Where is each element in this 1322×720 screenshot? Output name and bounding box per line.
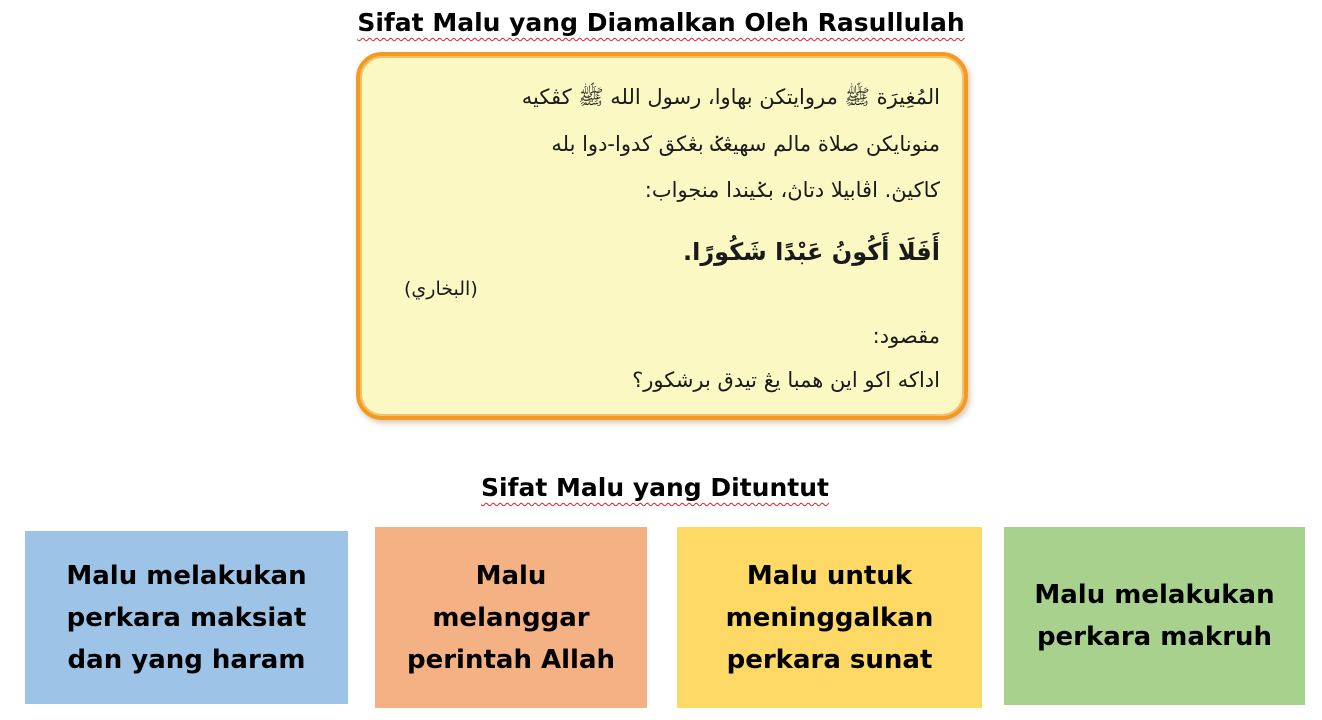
box-line: perkara maksiat	[66, 602, 307, 633]
hadith-card	[356, 52, 968, 420]
box-line: Malu untuk	[746, 560, 913, 591]
hadith-quote: أَفَلَا أَكُونُ عَبْدًا شَكُورًا.	[683, 238, 940, 266]
box-line: Malu	[475, 560, 547, 591]
box-line: perintah Allah	[406, 644, 616, 675]
hadith-line-2: منونايكن صلاة مالم سهيڠݢ بڠكق كدوا-دوا بله	[551, 132, 940, 156]
box-line: melanggar	[432, 602, 590, 633]
box-line: Malu melakukan	[1034, 580, 1275, 610]
section-title: Sifat Malu yang Dituntut	[481, 473, 829, 502]
box-line: meninggalkan	[725, 602, 934, 633]
hadith-line-1: المُغِيرَة ﷺ مروايتكن بهاوا، رسول الله ﷺ كڤكيه	[521, 85, 940, 109]
slide-title: Sifat Malu yang Diamalkan Oleh Rasullulah	[357, 8, 965, 37]
box-line: perkara sunat	[726, 644, 933, 675]
hadith-line-3: كاكيڽ. اڤابيلا دتاڽ، بݢيندا منجواب:	[644, 178, 940, 202]
meaning-label: مقصود:	[872, 324, 940, 348]
virtue-box-perintah	[375, 527, 647, 708]
virtue-box-maksiat	[25, 531, 348, 704]
hadith-source: (البخاري)	[404, 278, 478, 300]
box-line: perkara makruh	[1036, 622, 1273, 652]
box-line: Malu melakukan	[66, 560, 307, 591]
virtue-box-makruh	[1004, 527, 1305, 705]
box-line: dan yang haram	[67, 644, 306, 675]
virtue-box-sunat	[677, 527, 982, 708]
meaning-text: اداكه اكو اين همبا يڠ تيدق برشكور؟	[632, 368, 940, 392]
